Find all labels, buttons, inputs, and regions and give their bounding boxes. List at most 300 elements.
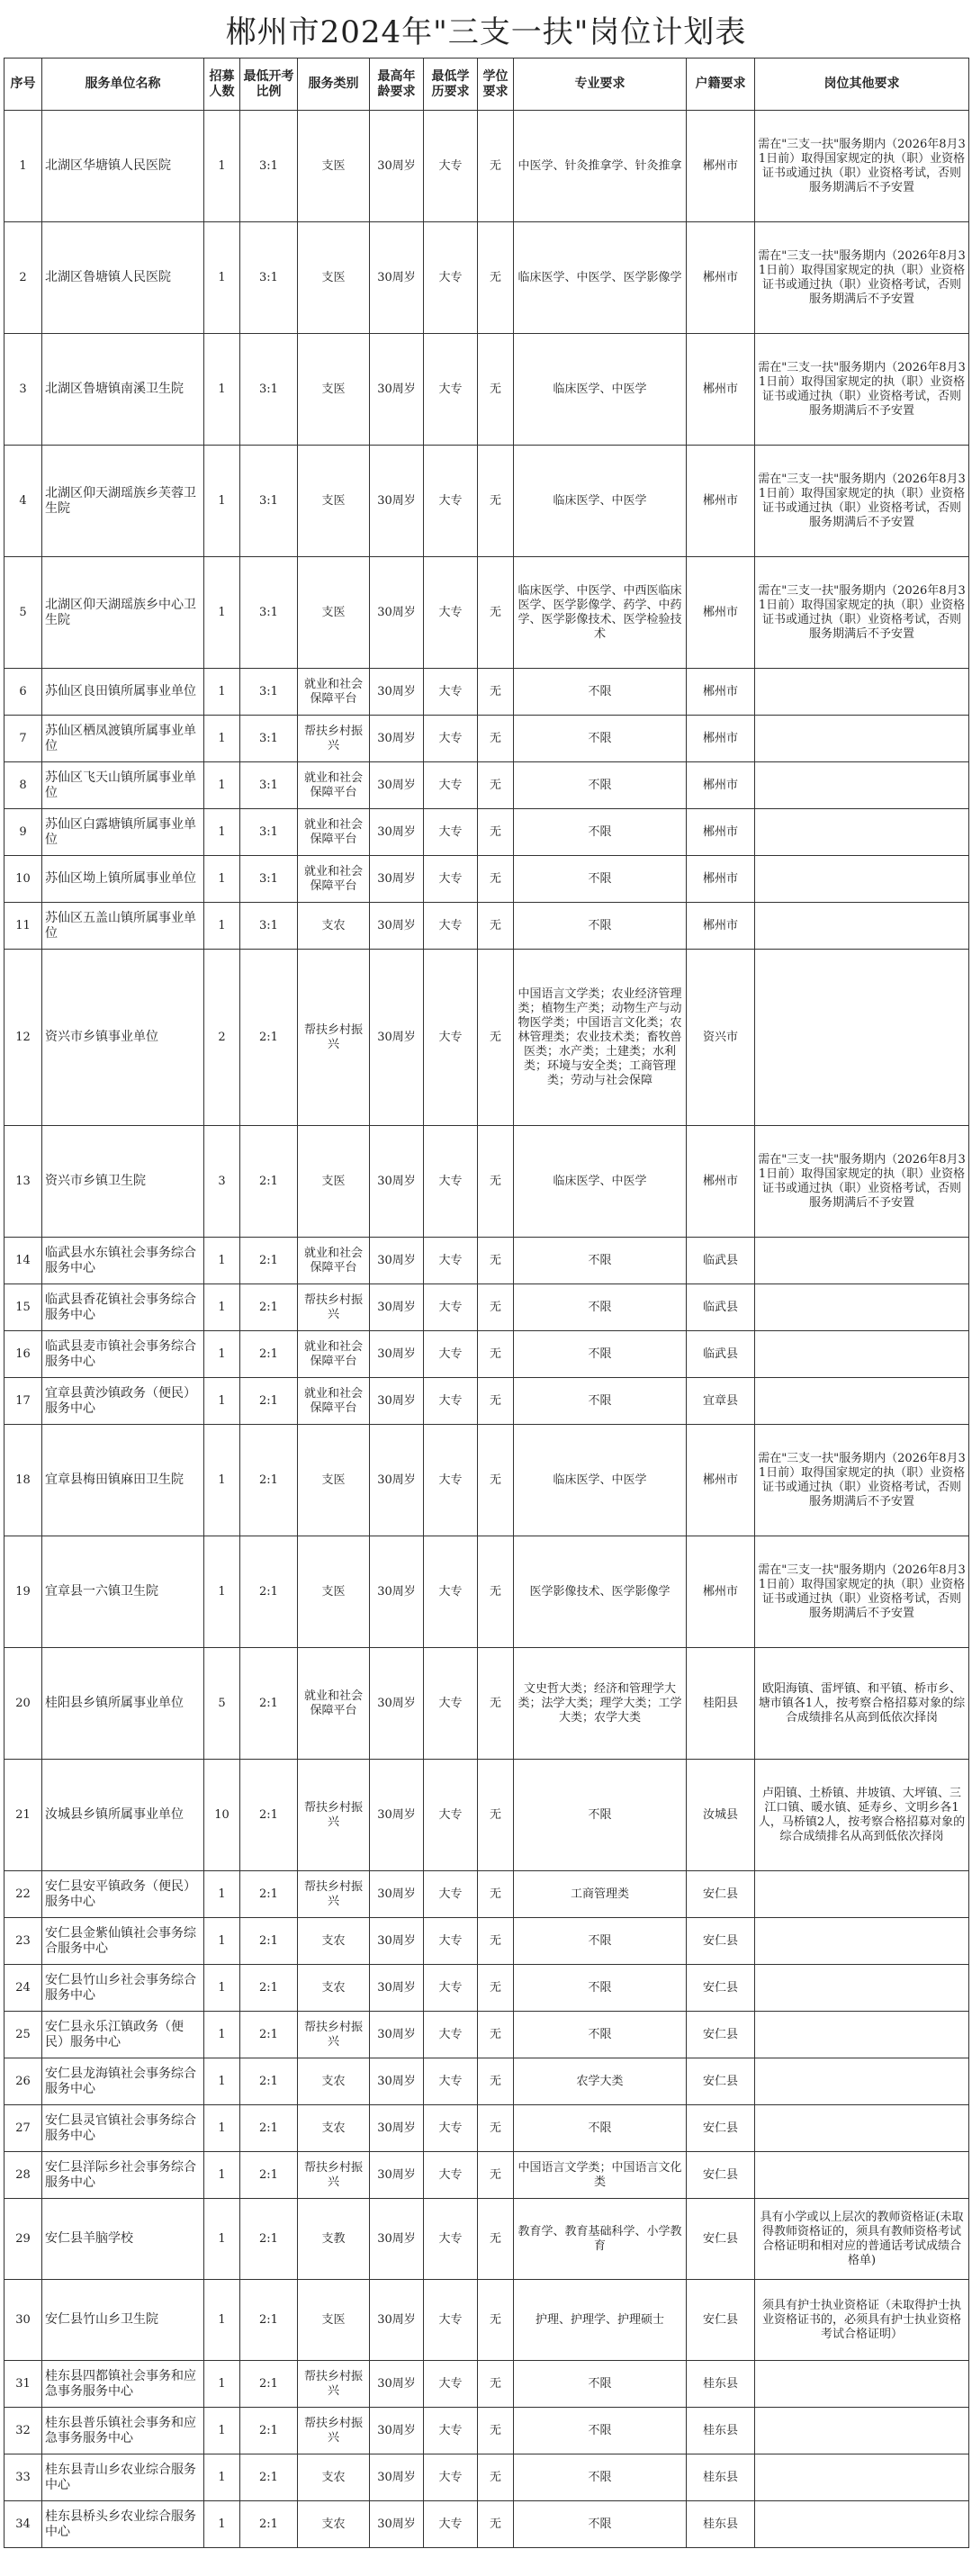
cell-ratio: 2:1 [240,2361,298,2408]
cell-degree: 无 [478,1284,514,1331]
cell-category: 帮扶乡村振兴 [298,1871,370,1918]
cell-age: 30周岁 [370,2361,424,2408]
cell-no: 5 [4,557,42,669]
cell-no: 13 [4,1126,42,1238]
cell-category: 就业和社会保障平台 [298,856,370,903]
cell-unit: 临武县麦市镇社会事务综合服务中心 [42,1331,204,1378]
cell-edu: 大专 [424,2058,478,2105]
cell-ratio: 2:1 [240,2152,298,2199]
cell-category: 就业和社会保障平台 [298,1331,370,1378]
table-row [4,2280,969,2361]
cell-hukou: 郴州市 [687,1425,755,1536]
cell-no: 20 [4,1648,42,1760]
cell-major: 不限 [514,762,687,809]
cell-ratio: 2:1 [240,1918,298,1965]
cell-unit: 苏仙区坳上镇所属事业单位 [42,856,204,903]
cell-age: 30周岁 [370,1760,424,1871]
cell-degree: 无 [478,1331,514,1378]
cell-edu: 大专 [424,111,478,222]
cell-other: 需在"三支一扶"服务期内（2026年8月31日前）取得国家规定的执（职）业资格证书或通过执（职）业资格考试，否则服务期满后不予安置 [755,334,969,446]
cell-hukou: 安仁县 [687,1918,755,1965]
cell-no: 14 [4,1238,42,1284]
cell-degree: 无 [478,2199,514,2280]
cell-no: 23 [4,1918,42,1965]
cell-no: 9 [4,809,42,856]
cell-no: 33 [4,2454,42,2501]
cell-degree: 无 [478,2012,514,2058]
cell-ratio: 2:1 [240,1871,298,1918]
cell-edu: 大专 [424,1238,478,1284]
cell-degree: 无 [478,1648,514,1760]
cell-no: 29 [4,2199,42,2280]
table-row [4,334,969,446]
cell-other [755,2152,969,2199]
cell-hukou: 郴州市 [687,111,755,222]
table-row [4,1760,969,1871]
cell-unit: 安仁县洋际乡社会事务综合服务中心 [42,2152,204,2199]
cell-age: 30周岁 [370,446,424,557]
cell-age: 30周岁 [370,2408,424,2454]
header-cell: 服务单位名称 [42,59,204,111]
cell-category: 帮扶乡村振兴 [298,716,370,762]
cell-edu: 大专 [424,1425,478,1536]
cell-no: 15 [4,1284,42,1331]
cell-other [755,1918,969,1965]
cell-other: 需在"三支一扶"服务期内（2026年8月31日前）取得国家规定的执（职）业资格证书或通过执（职）业资格考试，否则服务期满后不予安置 [755,1425,969,1536]
cell-category: 支医 [298,557,370,669]
cell-age: 30周岁 [370,856,424,903]
cell-hukou: 郴州市 [687,669,755,716]
cell-degree: 无 [478,334,514,446]
cell-age: 30周岁 [370,903,424,950]
cell-edu: 大专 [424,903,478,950]
cell-major: 不限 [514,2501,687,2548]
cell-edu: 大专 [424,1871,478,1918]
cell-ratio: 2:1 [240,1331,298,1378]
cell-count: 1 [204,111,240,222]
cell-hukou: 桂东县 [687,2408,755,2454]
cell-age: 30周岁 [370,1331,424,1378]
cell-no: 31 [4,2361,42,2408]
cell-major: 不限 [514,1284,687,1331]
cell-hukou: 郴州市 [687,1536,755,1648]
cell-hukou: 桂东县 [687,2454,755,2501]
cell-hukou: 临武县 [687,1284,755,1331]
cell-count: 1 [204,1425,240,1536]
cell-other: 欧阳海镇、雷坪镇、和平镇、桥市乡、塘市镇各1人，按考察合格招募对象的综合成绩排名从高到低依次择岗 [755,1648,969,1760]
cell-no: 25 [4,2012,42,2058]
cell-count: 1 [204,1918,240,1965]
cell-category: 支农 [298,2105,370,2152]
cell-other [755,2361,969,2408]
cell-major: 农学大类 [514,2058,687,2105]
cell-count: 3 [204,1126,240,1238]
cell-ratio: 3:1 [240,903,298,950]
cell-unit: 桂阳县乡镇所属事业单位 [42,1648,204,1760]
cell-no: 17 [4,1378,42,1425]
cell-no: 2 [4,222,42,334]
cell-major: 不限 [514,1378,687,1425]
cell-no: 4 [4,446,42,557]
cell-degree: 无 [478,1126,514,1238]
table-body [4,111,969,2548]
cell-major: 中国语言文学类；中国语言文化类 [514,2152,687,2199]
cell-unit: 安仁县金紫仙镇社会事务综合服务中心 [42,1918,204,1965]
cell-ratio: 3:1 [240,446,298,557]
cell-age: 30周岁 [370,762,424,809]
cell-edu: 大专 [424,2199,478,2280]
cell-age: 30周岁 [370,1284,424,1331]
cell-category: 帮扶乡村振兴 [298,1284,370,1331]
cell-unit: 桂东县桥头乡农业综合服务中心 [42,2501,204,2548]
table-row [4,1378,969,1425]
cell-edu: 大专 [424,1648,478,1760]
cell-age: 30周岁 [370,809,424,856]
cell-age: 30周岁 [370,1648,424,1760]
cell-hukou: 郴州市 [687,762,755,809]
cell-edu: 大专 [424,2408,478,2454]
cell-degree: 无 [478,2501,514,2548]
cell-degree: 无 [478,2105,514,2152]
cell-other [755,2454,969,2501]
cell-ratio: 3:1 [240,762,298,809]
cell-other [755,669,969,716]
cell-other: 需在"三支一扶"服务期内（2026年8月31日前）取得国家规定的执（职）业资格证书或通过执（职）业资格考试，否则服务期满后不予安置 [755,1536,969,1648]
table-row [4,2105,969,2152]
table-row [4,1648,969,1760]
table-row [4,1284,969,1331]
cell-hukou: 郴州市 [687,856,755,903]
cell-ratio: 2:1 [240,2280,298,2361]
cell-edu: 大专 [424,1284,478,1331]
cell-edu: 大专 [424,762,478,809]
cell-other: 需在"三支一扶"服务期内（2026年8月31日前）取得国家规定的执（职）业资格证书或通过执（职）业资格考试，否则服务期满后不予安置 [755,557,969,669]
cell-edu: 大专 [424,1378,478,1425]
cell-unit: 安仁县安平镇政务（便民）服务中心 [42,1871,204,1918]
cell-ratio: 2:1 [240,1965,298,2012]
cell-count: 1 [204,1284,240,1331]
table-row [4,2058,969,2105]
cell-unit: 桂东县普乐镇社会事务和应急事务服务中心 [42,2408,204,2454]
cell-major: 工商管理类 [514,1871,687,1918]
cell-unit: 苏仙区良田镇所属事业单位 [42,669,204,716]
table-row [4,716,969,762]
cell-category: 支教 [298,2199,370,2280]
cell-age: 30周岁 [370,557,424,669]
table-row [4,809,969,856]
cell-unit: 北湖区仰天湖瑶族乡芙蓉卫生院 [42,446,204,557]
cell-edu: 大专 [424,1536,478,1648]
cell-age: 30周岁 [370,1871,424,1918]
cell-major: 教育学、教育基础科学、小学教育 [514,2199,687,2280]
cell-other [755,1331,969,1378]
cell-no: 21 [4,1760,42,1871]
cell-other: 需在"三支一扶"服务期内（2026年8月31日前）取得国家规定的执（职）业资格证书或通过执（职）业资格考试，否则服务期满后不予安置 [755,1126,969,1238]
table-row [4,2408,969,2454]
cell-edu: 大专 [424,809,478,856]
cell-ratio: 2:1 [240,2058,298,2105]
cell-degree: 无 [478,2408,514,2454]
cell-other [755,856,969,903]
cell-other [755,2012,969,2058]
cell-hukou: 桂东县 [687,2501,755,2548]
cell-unit: 安仁县竹山乡社会事务综合服务中心 [42,1965,204,2012]
cell-count: 1 [204,903,240,950]
cell-category: 支医 [298,111,370,222]
table-row [4,1918,969,1965]
cell-degree: 无 [478,2454,514,2501]
cell-ratio: 3:1 [240,222,298,334]
table-row [4,903,969,950]
cell-category: 支医 [298,446,370,557]
cell-edu: 大专 [424,669,478,716]
cell-category: 支医 [298,1126,370,1238]
cell-other [755,1871,969,1918]
cell-age: 30周岁 [370,1238,424,1284]
table-row [4,2199,969,2280]
cell-hukou: 安仁县 [687,2012,755,2058]
cell-count: 1 [204,334,240,446]
cell-degree: 无 [478,2361,514,2408]
cell-unit: 桂东县青山乡农业综合服务中心 [42,2454,204,2501]
cell-age: 30周岁 [370,1378,424,1425]
cell-category: 支医 [298,334,370,446]
cell-degree: 无 [478,557,514,669]
cell-unit: 安仁县灵官镇社会事务综合服务中心 [42,2105,204,2152]
cell-unit: 苏仙区五盖山镇所属事业单位 [42,903,204,950]
cell-no: 26 [4,2058,42,2105]
cell-count: 1 [204,2199,240,2280]
cell-other [755,950,969,1126]
cell-count: 5 [204,1648,240,1760]
cell-category: 支医 [298,1536,370,1648]
cell-ratio: 2:1 [240,2501,298,2548]
cell-other: 需在"三支一扶"服务期内（2026年8月31日前）取得国家规定的执（职）业资格证书或通过执（职）业资格考试，否则服务期满后不予安置 [755,222,969,334]
cell-count: 1 [204,2012,240,2058]
cell-hukou: 临武县 [687,1331,755,1378]
cell-count: 1 [204,2361,240,2408]
cell-major: 中国语言文学类；农业经济管理类；植物生产类；动物生产与动物医学类；中国语言文化类；农林管理类；农业技术类；畜牧兽医类；水产类；土建类；水利类；环境与安全类；工商管理类；劳动与社会保障 [514,950,687,1126]
cell-edu: 大专 [424,1331,478,1378]
cell-hukou: 宜章县 [687,1378,755,1425]
cell-hukou: 安仁县 [687,1871,755,1918]
cell-category: 支农 [298,1918,370,1965]
cell-unit: 桂东县四都镇社会事务和应急事务服务中心 [42,2361,204,2408]
cell-edu: 大专 [424,1918,478,1965]
cell-hukou: 郴州市 [687,557,755,669]
cell-hukou: 郴州市 [687,903,755,950]
table-row [4,856,969,903]
header-row [4,59,969,111]
cell-hukou: 安仁县 [687,2280,755,2361]
cell-degree: 无 [478,111,514,222]
cell-ratio: 2:1 [240,2105,298,2152]
cell-no: 18 [4,1425,42,1536]
cell-no: 16 [4,1331,42,1378]
cell-degree: 无 [478,1871,514,1918]
cell-other: 卢阳镇、土桥镇、井坡镇、大坪镇、三江口镇、暖水镇、延寿乡、文明乡各1人，马桥镇2人，按考察合格招募对象的综合成绩排名从高到低依次择岗 [755,1760,969,1871]
cell-category: 支医 [298,1425,370,1536]
cell-count: 1 [204,2105,240,2152]
cell-other [755,1284,969,1331]
table-row [4,2152,969,2199]
cell-major: 中医学、针灸推拿学、针灸推拿 [514,111,687,222]
cell-unit: 安仁县永乐江镇政务（便民）服务中心 [42,2012,204,2058]
cell-no: 28 [4,2152,42,2199]
cell-category: 就业和社会保障平台 [298,669,370,716]
table-row [4,762,969,809]
cell-major: 临床医学、中医学 [514,334,687,446]
cell-degree: 无 [478,669,514,716]
cell-unit: 北湖区仰天湖瑶族乡中心卫生院 [42,557,204,669]
cell-major: 不限 [514,716,687,762]
header-cell: 最低学历要求 [424,59,478,111]
cell-category: 支医 [298,2280,370,2361]
cell-count: 1 [204,1331,240,1378]
cell-age: 30周岁 [370,716,424,762]
cell-ratio: 2:1 [240,2199,298,2280]
cell-unit: 安仁县羊脑学校 [42,2199,204,2280]
cell-unit: 宜章县梅田镇麻田卫生院 [42,1425,204,1536]
cell-edu: 大专 [424,2105,478,2152]
cell-other [755,1238,969,1284]
cell-hukou: 安仁县 [687,1965,755,2012]
cell-degree: 无 [478,2280,514,2361]
cell-major: 不限 [514,2454,687,2501]
cell-degree: 无 [478,446,514,557]
table-row [4,2361,969,2408]
cell-count: 1 [204,2058,240,2105]
cell-unit: 宜章县黄沙镇政务（便民）服务中心 [42,1378,204,1425]
cell-unit: 苏仙区飞天山镇所属事业单位 [42,762,204,809]
cell-no: 27 [4,2105,42,2152]
cell-no: 7 [4,716,42,762]
cell-ratio: 3:1 [240,716,298,762]
cell-other [755,716,969,762]
cell-no: 19 [4,1536,42,1648]
cell-edu: 大专 [424,856,478,903]
cell-count: 1 [204,1871,240,1918]
cell-hukou: 郴州市 [687,446,755,557]
cell-degree: 无 [478,950,514,1126]
cell-age: 30周岁 [370,950,424,1126]
cell-ratio: 2:1 [240,1284,298,1331]
table-row [4,2454,969,2501]
cell-edu: 大专 [424,716,478,762]
cell-ratio: 2:1 [240,2408,298,2454]
page-title: 郴州市2024年"三支一扶"岗位计划表 [225,14,747,50]
cell-hukou: 安仁县 [687,2152,755,2199]
cell-unit: 资兴市乡镇事业单位 [42,950,204,1126]
cell-major: 不限 [514,1918,687,1965]
cell-major: 不限 [514,1965,687,2012]
cell-no: 34 [4,2501,42,2548]
cell-unit: 临武县香花镇社会事务综合服务中心 [42,1284,204,1331]
cell-degree: 无 [478,856,514,903]
cell-other [755,2501,969,2548]
cell-hukou: 郴州市 [687,716,755,762]
cell-age: 30周岁 [370,2105,424,2152]
cell-major: 临床医学、中医学 [514,1126,687,1238]
cell-edu: 大专 [424,2454,478,2501]
cell-major: 临床医学、中医学 [514,446,687,557]
cell-ratio: 2:1 [240,1648,298,1760]
cell-category: 帮扶乡村振兴 [298,1760,370,1871]
cell-count: 1 [204,222,240,334]
cell-count: 1 [204,2280,240,2361]
cell-edu: 大专 [424,2361,478,2408]
cell-count: 1 [204,557,240,669]
cell-edu: 大专 [424,2280,478,2361]
table-row [4,1965,969,2012]
cell-age: 30周岁 [370,1918,424,1965]
cell-age: 30周岁 [370,1126,424,1238]
cell-category: 支农 [298,2058,370,2105]
cell-no: 3 [4,334,42,446]
cell-unit: 汝城县乡镇所属事业单位 [42,1760,204,1871]
cell-ratio: 3:1 [240,809,298,856]
cell-edu: 大专 [424,2501,478,2548]
header-cell: 专业要求 [514,59,687,111]
cell-hukou: 桂阳县 [687,1648,755,1760]
cell-major: 临床医学、中医学、中西医临床医学、医学影像学、药学、中药学、医学影像技术、医学检验技术 [514,557,687,669]
cell-other: 需在"三支一扶"服务期内（2026年8月31日前）取得国家规定的执（职）业资格证书或通过执（职）业资格考试，否则服务期满后不予安置 [755,111,969,222]
cell-category: 支农 [298,2454,370,2501]
cell-ratio: 2:1 [240,1378,298,1425]
cell-major: 不限 [514,809,687,856]
cell-degree: 无 [478,716,514,762]
cell-major: 医学影像技术、医学影像学 [514,1536,687,1648]
cell-no: 11 [4,903,42,950]
cell-major: 不限 [514,2105,687,2152]
header-cell: 服务类别 [298,59,370,111]
header-cell: 岗位其他要求 [755,59,969,111]
cell-hukou: 汝城县 [687,1760,755,1871]
table-row [4,2501,969,2548]
table-row [4,2012,969,2058]
cell-category: 支农 [298,903,370,950]
cell-major: 临床医学、中医学、医学影像学 [514,222,687,334]
cell-edu: 大专 [424,2012,478,2058]
cell-major: 不限 [514,669,687,716]
table-row [4,222,969,334]
cell-count: 10 [204,1760,240,1871]
cell-other [755,2105,969,2152]
cell-ratio: 2:1 [240,2012,298,2058]
cell-major: 护理、护理学、护理硕士 [514,2280,687,2361]
cell-category: 帮扶乡村振兴 [298,2408,370,2454]
cell-major: 不限 [514,2361,687,2408]
cell-degree: 无 [478,1238,514,1284]
cell-hukou: 临武县 [687,1238,755,1284]
cell-ratio: 2:1 [240,1536,298,1648]
cell-no: 8 [4,762,42,809]
cell-category: 支农 [298,2501,370,2548]
cell-other [755,809,969,856]
cell-age: 30周岁 [370,2012,424,2058]
cell-count: 1 [204,1238,240,1284]
header-cell: 招募人数 [204,59,240,111]
table-row [4,111,969,222]
cell-no: 1 [4,111,42,222]
table-row [4,1536,969,1648]
cell-degree: 无 [478,762,514,809]
cell-age: 30周岁 [370,2152,424,2199]
cell-edu: 大专 [424,1126,478,1238]
cell-hukou: 郴州市 [687,809,755,856]
cell-hukou: 郴州市 [687,222,755,334]
cell-other [755,762,969,809]
